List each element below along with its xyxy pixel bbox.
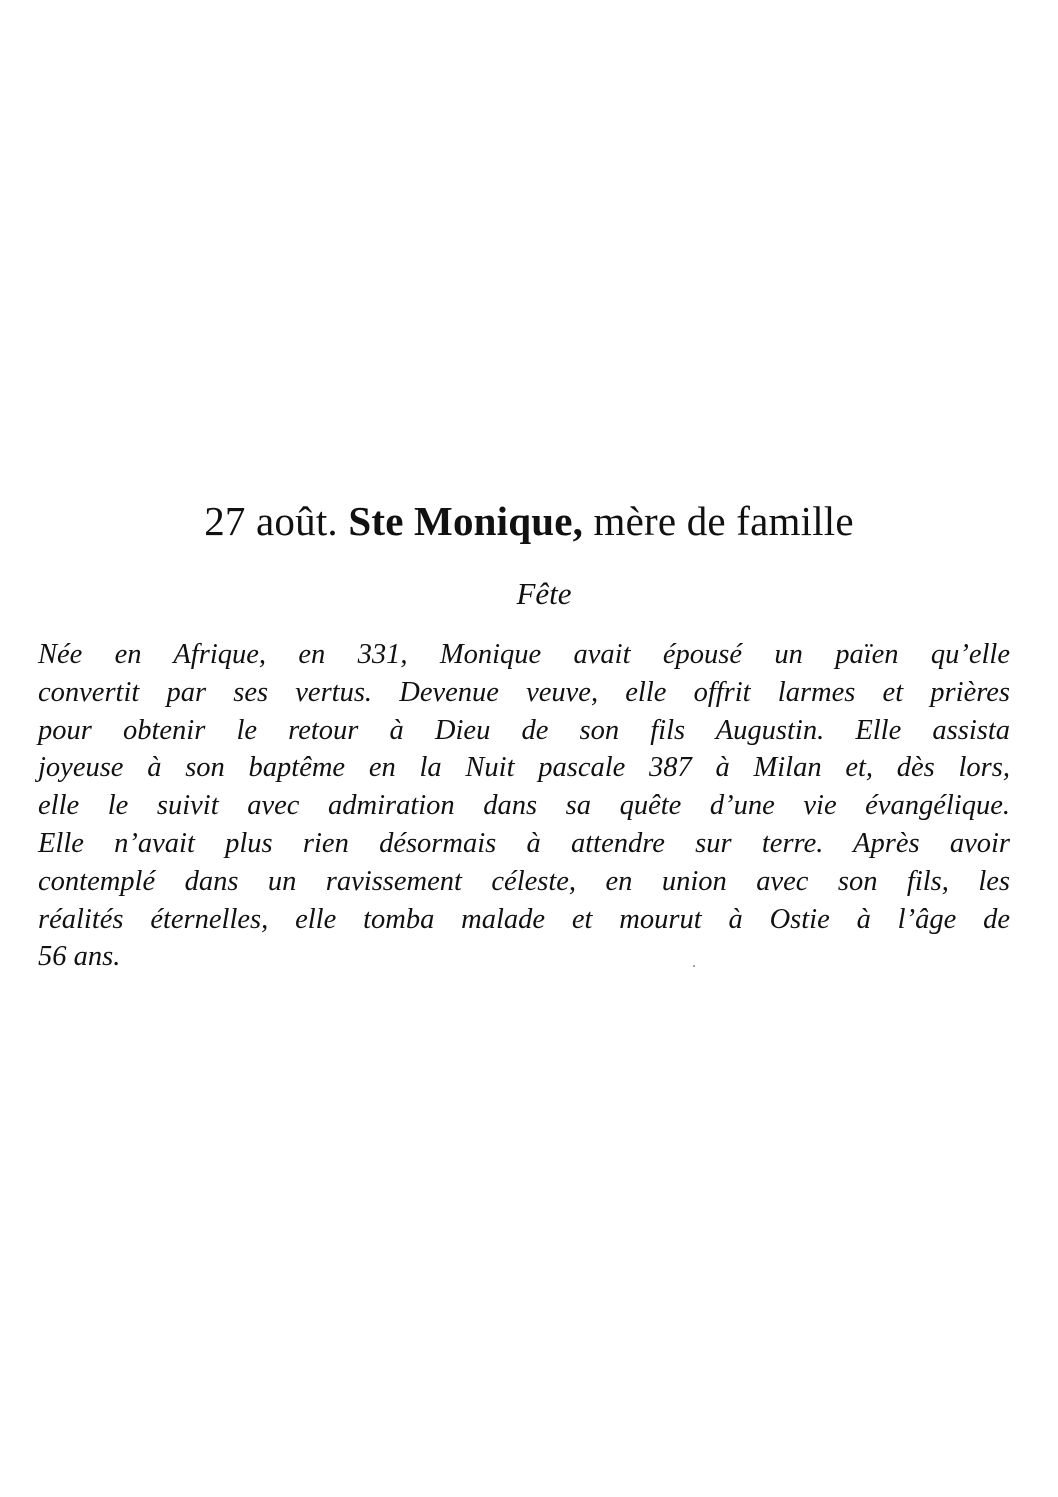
paragraph-line: réalités éternelles, elle tomba malade et mourut à Ostie à l’âge de — [38, 903, 1010, 935]
paragraph-line: Née en Afrique, en 331, Monique avait épousé un païen qu’elle — [38, 639, 1010, 670]
paragraph-line: 56 ans. — [38, 941, 121, 973]
saint-name: Ste Monique, — [348, 498, 584, 544]
saint-role: mère de famille — [593, 498, 854, 544]
feast-date: 27 août. — [204, 498, 338, 544]
celebration-rank: Fête — [516, 576, 572, 611]
paragraph-line: elle le suivit avec admiration dans sa quête d’une vie évangélique. — [38, 790, 1010, 822]
paragraph-line: convertit par ses vertus. Devenue veuve, elle offrit larmes et prières — [38, 676, 1010, 708]
scan-speck — [693, 965, 695, 967]
paragraph-line: pour obtenir le retour à Dieu de son fils Augustin. Elle assista — [38, 714, 1010, 746]
paragraph-line: contemplé dans un ravissement céleste, en union avec son fils, les — [38, 865, 1010, 897]
entry-heading — [0, 497, 1058, 546]
biography-paragraph — [38, 636, 1010, 976]
paragraph-line: Elle n’avait plus rien désormais à attendre sur terre. Après avoir — [38, 827, 1010, 859]
paragraph-line: joyeuse à son baptême en la Nuit pascale 387 à Milan et, dès lors, — [38, 752, 1010, 784]
